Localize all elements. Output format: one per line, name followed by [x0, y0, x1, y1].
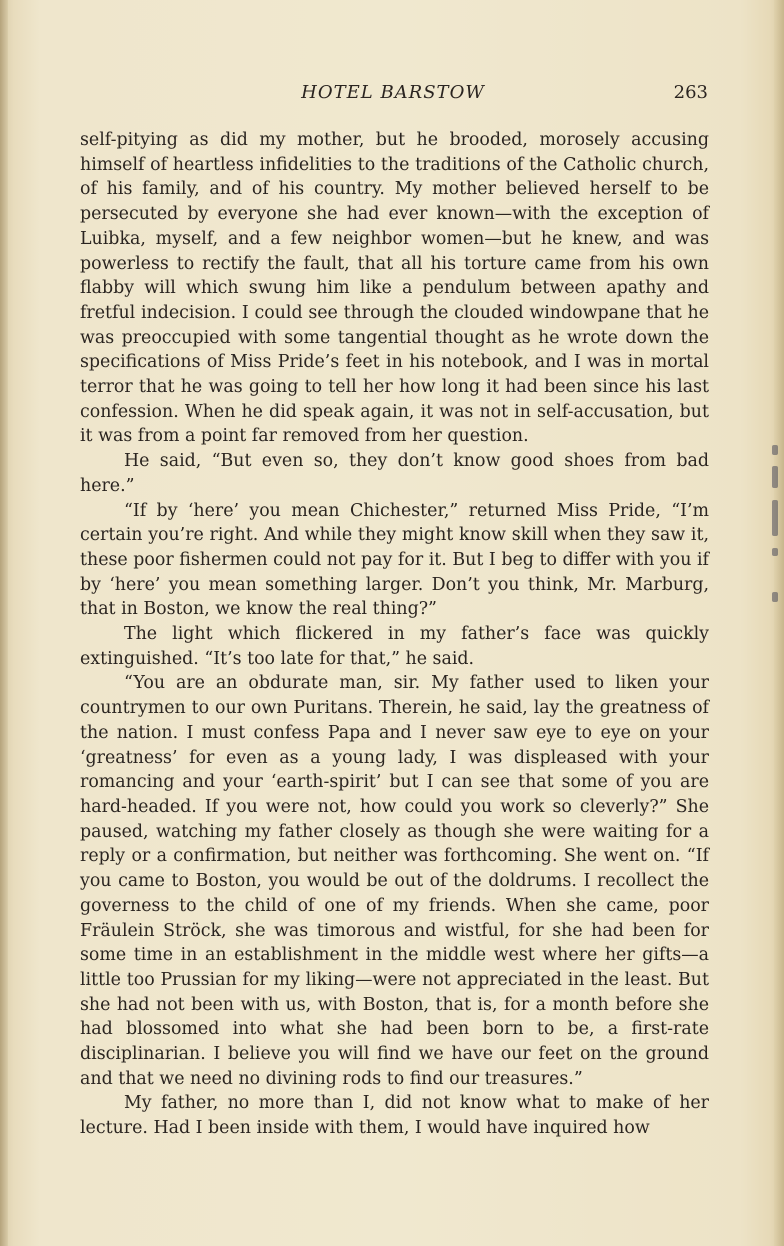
paragraph: He said, “But even so, they don’t know good shoes from bad here.”: [80, 451, 709, 496]
edge-mark: [772, 548, 778, 556]
paragraph: The light which flickered in my father’s face was quickly extinguished. “It’s too late for that,” he said.: [80, 624, 709, 669]
paragraph: My father, no more than I, did not know what to make of her lecture. Had I been inside with them, I would have inquired how: [80, 1093, 709, 1139]
page-edge: [774, 0, 784, 1246]
body-text: [80, 128, 709, 1141]
page-header: [78, 82, 708, 110]
edge-mark: [772, 466, 778, 488]
running-head: HOTEL BARSTOW: [301, 82, 485, 103]
edge-mark: [772, 445, 778, 455]
edge-mark: [772, 592, 778, 602]
paragraph: self-pitying as did my mother, but he brooded, morosely accusing himself of heartless infidelities to the traditions of the Catholic church, of his family, and of his country. My mother believed herself to be persecuted by everyone she had ever known—with the exception of Luibka, myself, and a few neighbor women—but he knew, and was powerless to rectify the fault, that all his torture came from his own flabby will which swung him like a pendulum between apathy and fretful indecision. I could see through the clouded windowpane that he was preoccupied with some tangential thought as he wrote down the specifications of Miss Pride’s feet in his notebook, and I was in mortal terror that he was going to tell her how long it had been since his last confession. When he did speak again, it was not in self-accusation, but it was from a point far removed from her question.: [80, 130, 709, 447]
edge-mark: [772, 500, 778, 536]
paragraph: “You are an obdurate man, sir. My father used to liken your countrymen to our own Puritans. Therein, he said, lay the greatness of the nation. I must confess Papa and I never saw eye to eye on your ‘greatness’ for even as a young lady, I was displeased with your romancing and your ‘earth-spirit’ but I can see that some of you are hard-headed. If you were not, how could you work so cleverly?” She paused, watching my father closely as though she were waiting for a reply or a confirmation, but neither was forthcoming. She went on. “If you came to Boston, you would be out of the doldrums. I recollect the governess to the child of one of my friends. When she came, poor Fräulein Ströck, she was timorous and wistful, for she had been for some time in an establishment in the middle west where her gifts—a little too Prussian for my liking—were not appreciated in the least. But she had not been with us, with Boston, that is, for a month before she had blossomed into what she had been born to be, a first-rate disciplinarian. I believe you will find we have our feet on the ground and that we need no divining rods to find our treasures.”: [80, 673, 709, 1089]
page-gutter: [0, 0, 8, 1246]
page-number: 263: [673, 82, 708, 103]
paragraph: “If by ‘here’ you mean Chichester,” returned Miss Pride, “I’m certain you’re right. And while they might know skill when they saw it, these poor fishermen could not pay for it. But I beg to differ with you if by ‘here’ you mean something larger. Don’t you think, Mr. Marburg, that in Boston, we know the real thing?”: [80, 500, 709, 620]
